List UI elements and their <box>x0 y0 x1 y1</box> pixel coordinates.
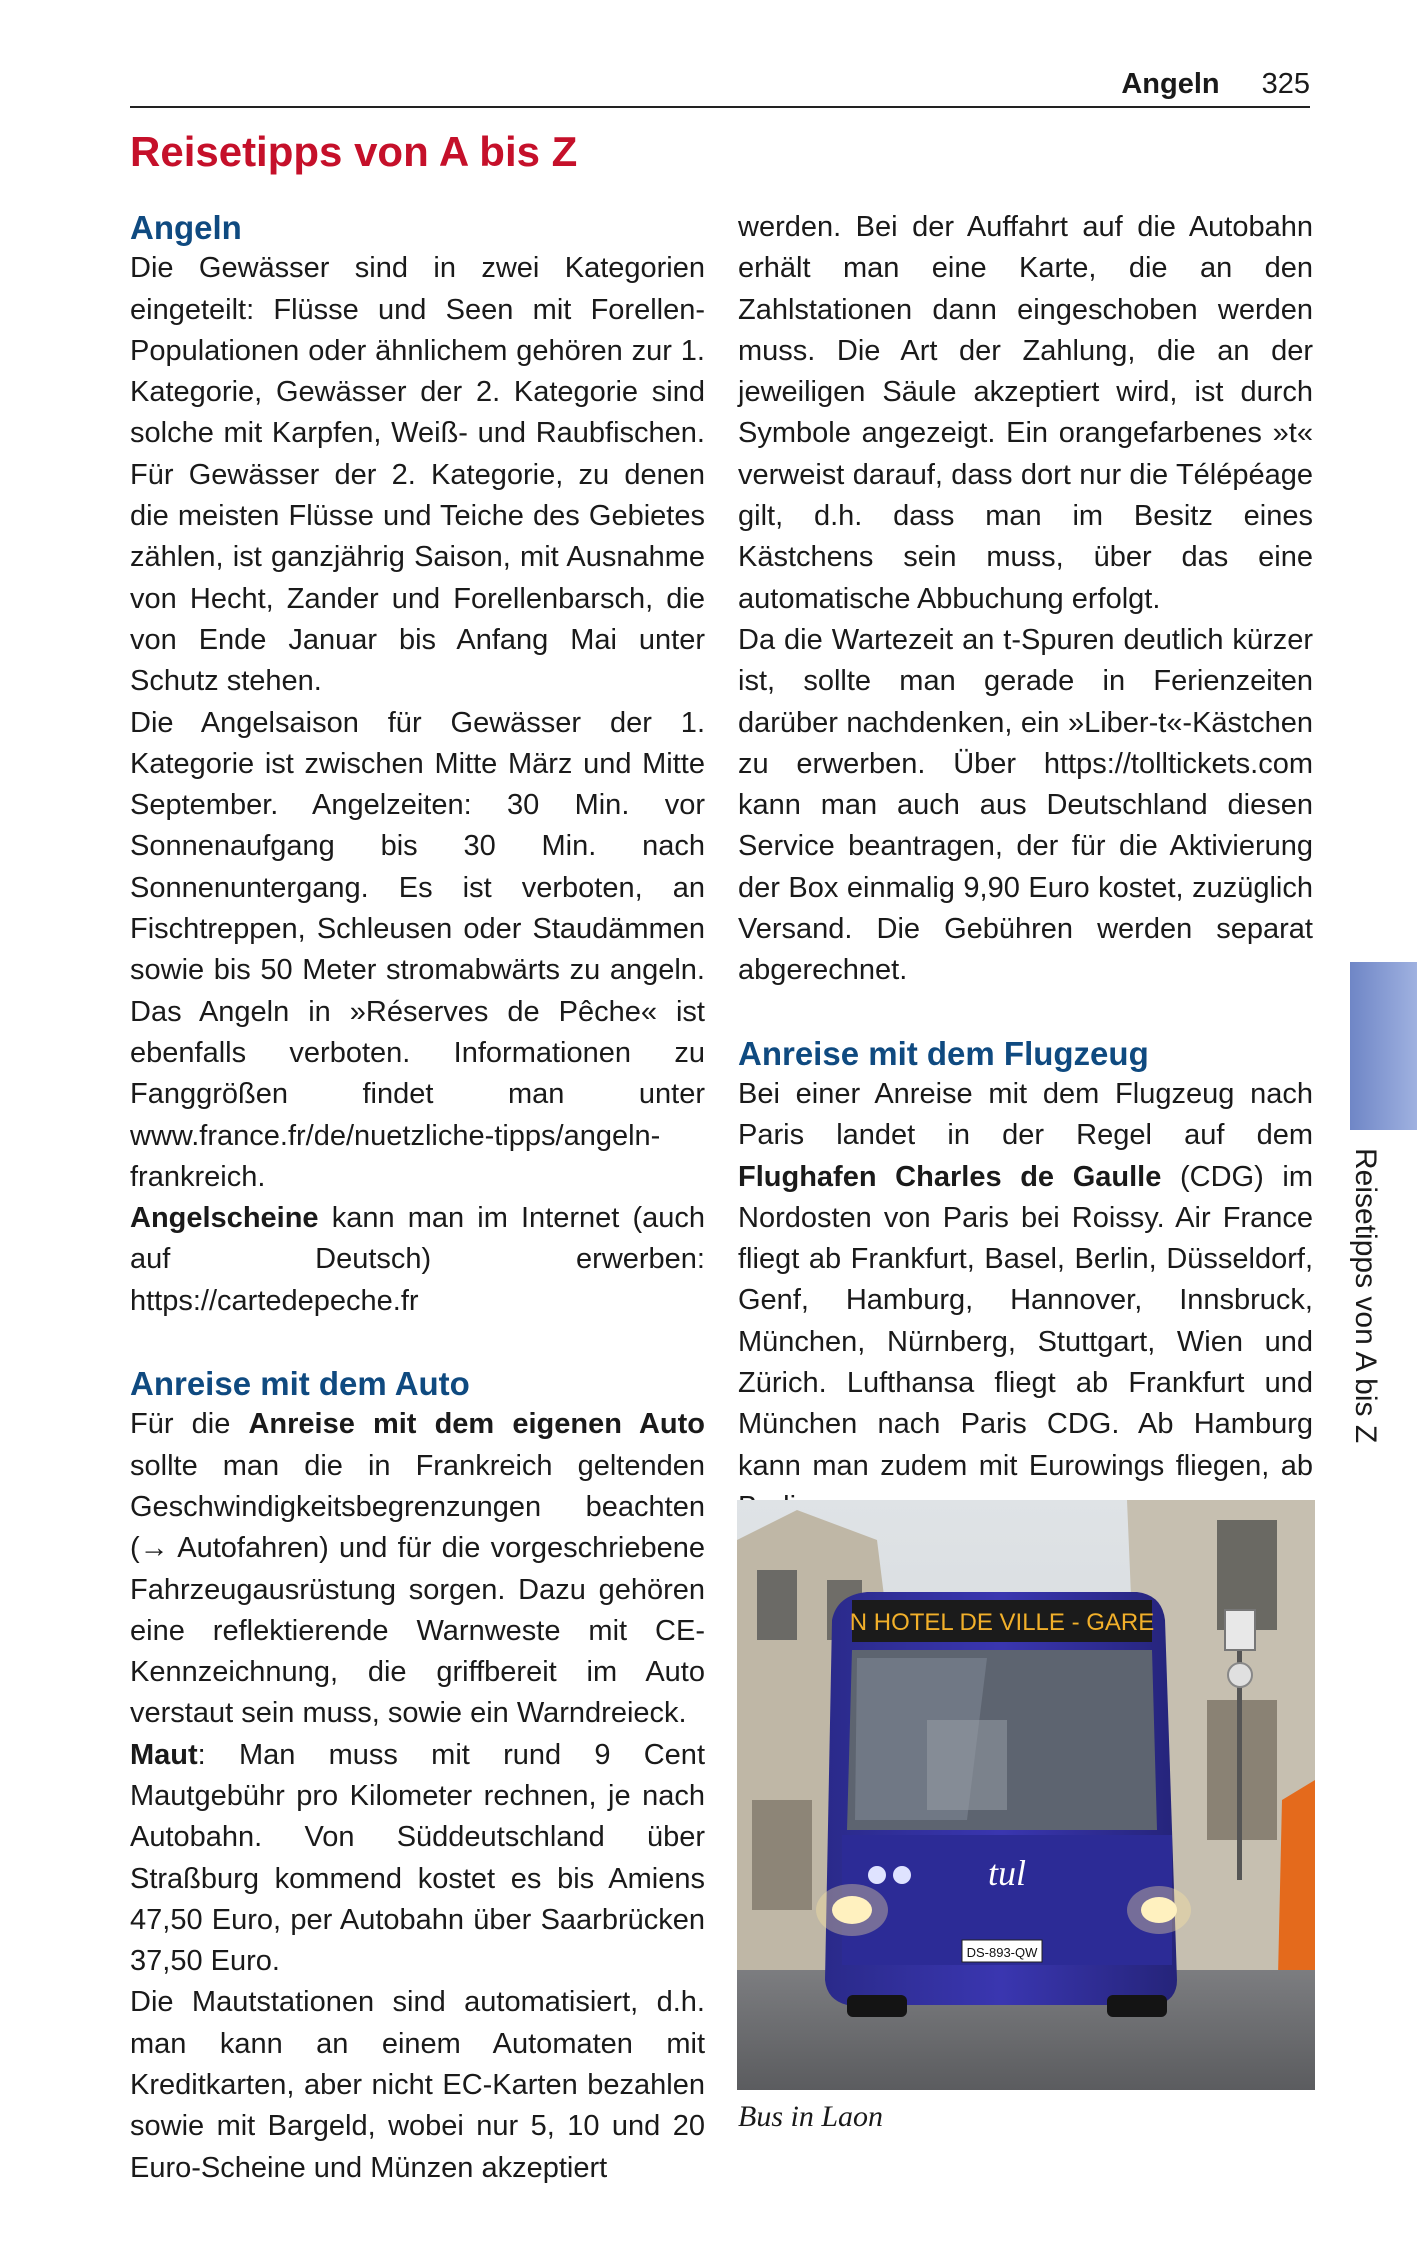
right-column <box>738 207 1313 1528</box>
page-number: 325 <box>1261 68 1310 100</box>
paragraph: Die Angelsaison für Gewässer der 1. Kategorie ist zwischen Mitte März und Mitte September. Angelzeiten: 30 Min. vor Sonnenaufgang bis 30 Min. nach Sonnenuntergang. Es ist verboten, an Fischtreppen, Schleusen oder Staudämmen sowie bis 50 Meter stromabwärts zu angeln. Das Angeln in »Réserves de Pêche« ist ebenfalls verboten. Informationen zu Fanggrößen findet man unter www.france.fr/de/nuetzliche-tipps/angeln-frankreich. <box>130 706 705 1193</box>
bus-photo-illustration <box>737 1500 1315 2090</box>
paragraph-text: (CDG) im Nordosten von Paris bei Roissy. Air France fliegt ab Frankfurt, Basel, Berlin, Düsseldorf, Genf, Hamburg, Hannover, Innsbruck, München, Nürnberg, Stuttgart, Wien und Zürich. Lufthansa fliegt ab Frankfurt und München nach Paris CDG. Ab Hamburg kann man zudem mit Eurowings fliegen, ab <box>738 1160 1313 1482</box>
chapter-side-label-text: Reisetipps von A bis Z <box>1349 1148 1382 1444</box>
paragraph: werden. Bei der Auffahrt auf die Autobahn erhält man eine Karte, die an den Zahlstationen dann eingeschoben werden muss. Die Art der Zahlung, die an der jeweiligen Säule akzeptiert wird, ist durch Symbole angezeigt. Ein orangefarbenes »t« verweist darauf, dass dort nur die Télépéage gilt, d.h. dass man im Besitz eines Kästchens sein muss, über das eine automatische Abbuchung erfolgt. <box>738 211 1313 615</box>
bold-term: Anreise mit dem eigenen Auto <box>248 1408 705 1441</box>
photo-caption: Bus in Laon <box>738 2100 884 2133</box>
paragraph: Da die Wartezeit an t-Spuren deutlich kürzer ist, sollte man gerade in Ferienzeiten darüber nachdenken, ein »Liber-t«-Kästchen zu erwerben. Über https://tolltickets.com kann man auch aus Deutschland diesen Service beantragen, der für die Aktivierung der Box einmalig 9,90 Euro kostet, zuzüglich Versand. Die Gebühren werden separat abgerechnet. <box>738 623 1313 987</box>
heading-angeln: Angeln <box>130 209 242 246</box>
header-rule <box>130 106 1310 108</box>
paragraph <box>130 1198 705 1322</box>
chapter-tab <box>1350 962 1417 1130</box>
bold-term: Angelscheine <box>130 1202 319 1235</box>
heading-anreise-flugzeug: Anreise mit dem Flugzeug <box>738 1034 1149 1072</box>
heading-anreise-auto: Anreise mit dem Auto <box>130 1365 470 1403</box>
paragraph-text: Bei einer Anreise mit dem Flugzeug nach Paris landet in der Regel auf dem <box>738 1077 1313 1152</box>
paragraph-text: : Man muss mit rund 9 Cent Mautgebühr pro Kilometer rechnen, je nach Autobahn. Von Süddeutschland über Straßburg kommend kostet es bis Amiens 47,50 Euro, per Autobahn über Saarbrücken 37,50 Euro. <box>130 1738 705 1978</box>
paragraph <box>130 1404 705 1734</box>
bold-term: Maut <box>130 1738 198 1771</box>
bold-term: Flughafen Charles de Gaulle <box>738 1160 1162 1193</box>
bus-logo: tul <box>987 1853 1027 1893</box>
paragraph-text: kann man im Internet (auch auf Deutsch) erwerben: https://cartedepeche.fr <box>130 1202 705 1317</box>
paragraph: Die Gewässer sind in zwei Kategorien eingeteilt: Flüsse und Seen mit Forellen-Populationen oder ähnlichem gehören zur 1. Kategorie, Gewässer der 2. Kategorie sind solche mit Karpfen, Weiß- und Raubfischen. Für Gewässer der 2. Kategorie, zu denen die meisten Flüsse und Teiche des Gebietes zählen, ist ganzjährig Saison, mit Ausnahme von Hecht, Zander und Forellenbarsch, die von Ende Januar bis Anfang Mai unter Schutz stehen. <box>130 252 705 698</box>
bus-photo <box>737 1500 1315 2090</box>
paragraph <box>738 1074 1313 1528</box>
destination-sign-text: N HOTEL DE VILLE - GARE <box>849 1609 1155 1636</box>
paragraph: Die Mautstationen sind automatisiert, d.h. man kann an einem Automaten mit Kreditkarten, aber nicht EC-Karten bezahlen sowie mit Bargeld, wobei nur 5, 10 und 20 Euro-Scheine und Münzen akzeptiert <box>130 1986 705 2184</box>
paragraph-text: Für die <box>130 1408 249 1441</box>
running-head <box>1121 68 1310 101</box>
paragraph-text: sollte man die in Frankreich geltenden Geschwindigkeitsbegrenzungen beachten (→ Autofahren) und für die vorgeschriebene Fahrzeugausrüstung sorgen. Dazu gehören eine reflektierende Warnweste mit CE-Kennzeichnung, die griffbereit im Auto verstaut sein muss, sowie ein Warndreieck. <box>130 1449 705 1730</box>
license-plate: DS-893-QW <box>966 1945 1038 1960</box>
left-column <box>130 207 705 2189</box>
page-title: Reisetipps von A bis Z <box>130 128 578 175</box>
running-head-section: Angeln <box>1121 68 1220 100</box>
paragraph <box>130 1735 705 1983</box>
